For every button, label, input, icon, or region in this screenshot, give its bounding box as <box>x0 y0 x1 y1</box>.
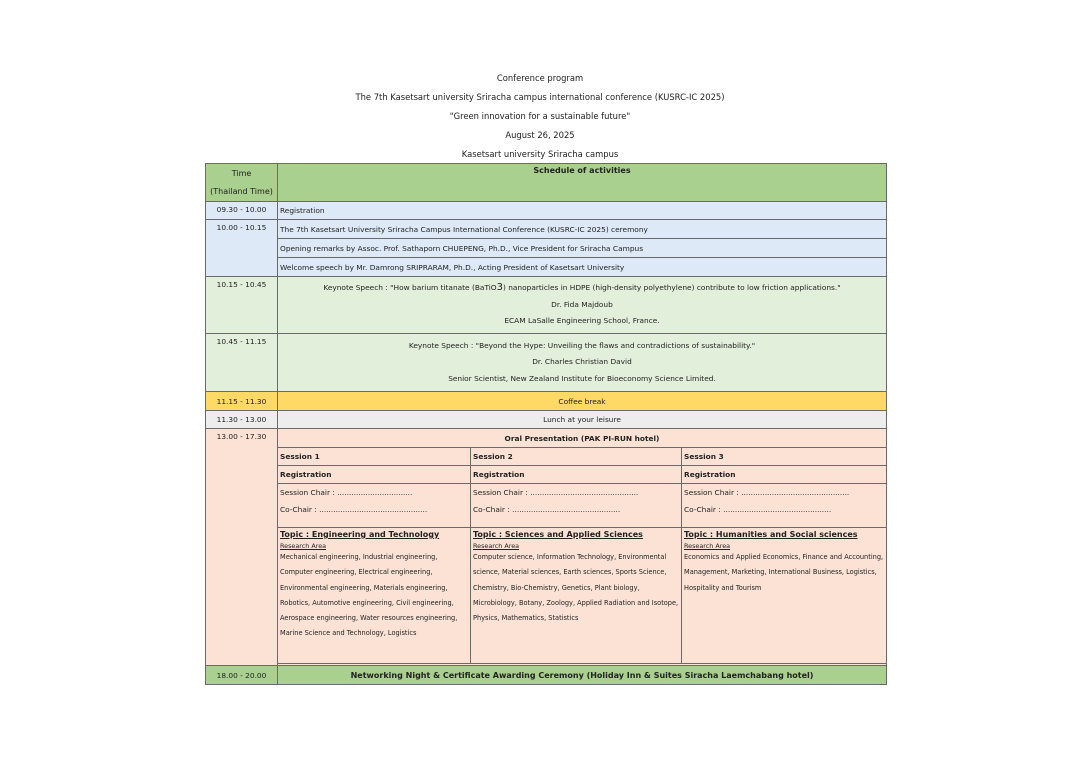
networking-night-cell: Networking Night & Certificate Awarding Ceremony (Holiday Inn & Suites Siracha Laemchabang hotel) <box>278 666 887 685</box>
session-2-registration: Registration <box>471 466 682 484</box>
research-area-list: Computer science, Information Technology, Environmental science, Material sciences, Earth sciences, Sports Science, Chemistry, Bio-Chemistry, Genetics, Plant biology, Microbiology, Botany, Zoology, Applied Radiation and Isotope, Physics, Mathematics, Statistics <box>473 553 679 623</box>
session-2-topic <box>471 528 682 664</box>
keynote-1-affiliation: ECAM LaSalle Engineering School, France. <box>504 316 660 326</box>
co-chair-line: Co-Chair : .............................................. <box>473 505 621 514</box>
topic-title: Topic : Engineering and Technology <box>280 530 440 539</box>
table-row <box>206 277 887 334</box>
time-cell: 18.00 - 20.00 <box>206 666 278 685</box>
session-chair-line: Session Chair : .............................................. <box>473 488 639 497</box>
research-area-label: Research Area <box>684 542 731 550</box>
time-cell: 10.00 - 10.15 <box>206 220 278 277</box>
keynote-2-cell <box>278 334 887 392</box>
session-1-name: Session 1 <box>278 448 471 466</box>
conference-date: August 26, 2025 <box>505 130 575 140</box>
session-topic-row <box>206 528 887 664</box>
co-chair-line: Co-Chair : .............................................. <box>684 505 832 514</box>
research-area-label: Research Area <box>473 542 520 550</box>
table-header-row <box>206 164 887 202</box>
conference-venue: Kasetsart university Sriracha campus <box>461 149 619 159</box>
session-2-chairs <box>471 484 682 528</box>
session-3-registration: Registration <box>682 466 887 484</box>
table-row <box>206 429 887 448</box>
co-chair-line: Co-Chair : .............................................. <box>280 505 428 514</box>
table-row <box>206 258 887 277</box>
schedule-table <box>205 163 887 685</box>
time-cell: 11.30 - 13.00 <box>206 411 278 429</box>
time-cell: 11.15 - 11.30 <box>206 392 278 411</box>
time-cell: 13.00 - 17.30 <box>206 429 278 666</box>
research-area-label: Research Area <box>280 542 327 550</box>
conference-theme: "Green innovation for a sustainable future" <box>449 111 631 121</box>
session-1-chairs <box>278 484 471 528</box>
research-area-list: Economics and Applied Economics, Finance and Accounting, Management, Marketing, International Business, Logistics, Hospitality and Tourism <box>684 553 884 592</box>
opening-remarks-cell: Opening remarks by Assoc. Prof. Sathaporn CHUEPENG, Ph.D., Vice President for Sriracha Campus <box>278 239 887 258</box>
schedule-column-header: Schedule of activities <box>278 164 887 202</box>
time-header-label: Time <box>231 168 252 178</box>
topic-title: Topic : Sciences and Applied Sciences <box>473 530 643 539</box>
topic-title: Topic : Humanities and Social sciences <box>684 530 858 539</box>
keynote-1-speaker: Dr. Fida Majdoub <box>551 299 613 309</box>
oral-presentation-title: Oral Presentation (PAK PI-RUN hotel) <box>278 429 887 448</box>
session-chair-line: Session Chair : .............................................. <box>684 488 850 497</box>
keynote-1-cell <box>278 277 887 334</box>
session-name-row <box>206 448 887 466</box>
session-3-chairs <box>682 484 887 528</box>
session-3-name: Session 3 <box>682 448 887 466</box>
keynote-2-speaker: Dr. Charles Christian David <box>532 357 632 367</box>
time-zone-label: (Thailand Time) <box>210 186 273 196</box>
welcome-speech-cell: Welcome speech by Mr. Damrong SRIPRARAM, Ph.D., Acting President of Kasetsart University <box>278 258 887 277</box>
table-row <box>206 666 887 685</box>
time-cell: 10.45 - 11.15 <box>206 334 278 392</box>
session-chair-row <box>206 484 887 528</box>
session-1-topic <box>278 528 471 664</box>
keynote-2-affiliation: Senior Scientist, New Zealand Institute for Bioeconomy Science Limited. <box>448 373 716 383</box>
session-3-topic <box>682 528 887 664</box>
registration-cell: Registration <box>278 202 887 220</box>
table-row <box>206 220 887 239</box>
time-cell: 10.15 - 10.45 <box>206 277 278 334</box>
table-row <box>206 411 887 429</box>
session-2-name: Session 2 <box>471 448 682 466</box>
time-column-header <box>206 164 278 202</box>
table-row <box>206 239 887 258</box>
session-1-registration: Registration <box>278 466 471 484</box>
table-row <box>206 202 887 220</box>
session-chair-line: Session Chair : ................................ <box>280 488 413 497</box>
coffee-break-cell: Coffee break <box>278 392 887 411</box>
keynote-2-title: Keynote Speech : "Beyond the Hype: Unveiling the flaws and contradictions of sustainability." <box>408 340 756 350</box>
research-area-list: Mechanical engineering, Industrial engineering, Computer engineering, Electrical engineering, Environmental engineering, Materials engineering, Robotics, Automotive engineering, Civil engineering, Aerospace engineering, Water resources engineering, Marine Science and Technology, Logistics <box>280 553 458 638</box>
time-cell: 09.30 - 10.00 <box>206 202 278 220</box>
keynote-1-title: Keynote Speech : "How barium titanate (BaTiO3) nanoparticles in HDPE (high-density polyethylene) contribute to low friction applications." <box>323 282 841 294</box>
doc-title: Conference program <box>496 73 584 83</box>
table-row <box>206 334 887 392</box>
session-registration-row <box>206 466 887 484</box>
conference-name: The 7th Kasetsart university Sriracha campus international conference (KUSRC-IC 2025) <box>355 92 725 102</box>
ceremony-cell: The 7th Kasetsart University Sriracha Campus International Conference (KUSRC-IC 2025) ceremony <box>278 220 887 239</box>
table-row <box>206 392 887 411</box>
lunch-cell: Lunch at your leisure <box>278 411 887 429</box>
